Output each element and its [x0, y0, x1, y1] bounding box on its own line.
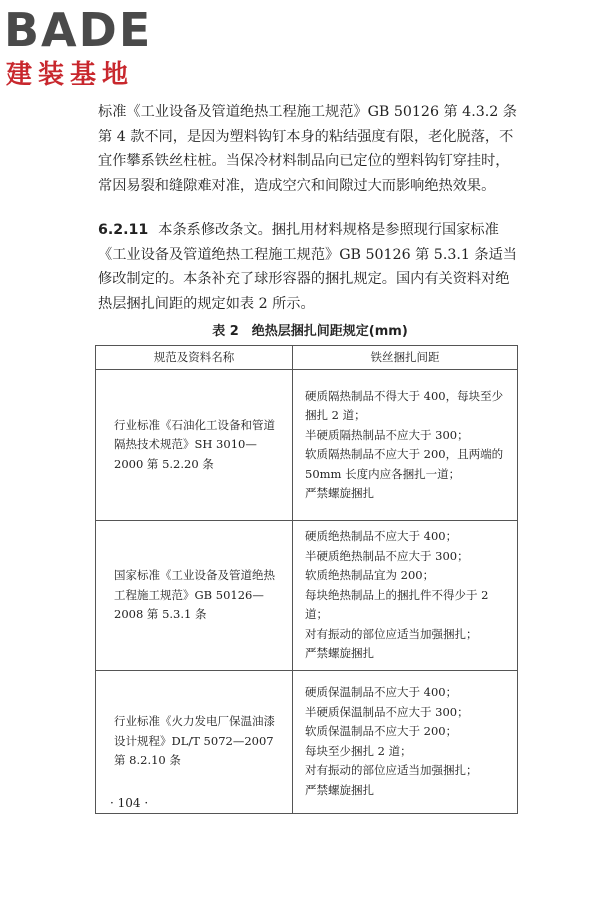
requirement-line: 严禁螺旋捆扎	[305, 646, 374, 660]
requirement-line: 严禁螺旋捆扎	[305, 486, 374, 500]
requirement-line: 对有振动的部位应适当加强捆扎；	[305, 626, 478, 641]
binding-spacing-table	[95, 345, 518, 814]
column-header-spacing: 铁丝捆扎间距	[293, 346, 518, 370]
logo-text-en: BADE	[4, 3, 153, 57]
row-requirements	[293, 521, 518, 671]
paragraph-continuation: 标准《工业设备及管道绝热工程施工规范》GB 50126 第 4.3.2 条第 4 款不同，是因为塑料钩钉本身的粘结强度有限，老化脱落，不宜作攀系铁丝柱桩。当保冷材料制品向已定位的塑料钩钉穿挂时，常因易裂和缝隙难对准，造成空穴和间隙过大而影响绝热效果。	[98, 104, 517, 194]
row-source: 行业标准《石油化工设备和管道隔热技术规范》SH 3010—2000 第 5.2.20 条	[96, 370, 293, 521]
requirement-line: 对有振动的部位应适当加强捆扎；	[305, 763, 478, 777]
clause-number: 6.2.11	[98, 222, 149, 238]
requirement-line: 硬质保温制品不应大于 400；	[305, 685, 458, 699]
requirement-line: 硬质绝热制品不应大于 400；	[305, 529, 458, 543]
requirement-line: 每块绝热制品上的捆扎件不得少于 2 道；	[305, 587, 489, 621]
row-requirements	[293, 370, 518, 521]
table-row	[96, 670, 518, 813]
requirement-line: 硬质隔热制品不得大于 400，每块至少捆扎 2 道；	[305, 388, 504, 422]
table-title: 表 2 绝热层捆扎间距规定(mm)	[212, 324, 408, 339]
clause-text: 本条系修改条文。捆扎用材料规格是参照现行国家标准《工业设备及管道绝热工程施工规范》GB 50126 第 5.3.1 条适当修改制定的。本条补充了球形容器的捆扎规定。国内有关资料对绝热层捆扎间距的规定如表 2 所示。	[98, 222, 517, 312]
table-row	[96, 370, 518, 521]
page-number: · 104 ·	[110, 796, 149, 810]
requirement-line: 软质隔热制品不应大于 200，且两端的 50mm 长度内应各捆扎一道；	[305, 447, 504, 481]
requirement-line: 严禁螺旋捆扎	[305, 782, 374, 797]
paragraph-clause-6-2-11	[98, 218, 522, 316]
brand-logo	[4, 3, 184, 96]
row-source: 行业标准《火力发电厂保温油漆设计规程》DL/T 5072—2007 第 8.2.10 条	[96, 670, 293, 813]
column-header-source: 规范及资料名称	[96, 346, 293, 370]
requirement-line: 软质绝热制品宜为 200；	[305, 568, 435, 582]
requirement-line: 半硬质绝热制品不应大于 300；	[305, 548, 469, 563]
row-requirements	[293, 670, 518, 813]
requirement-line: 半硬质隔热制品不应大于 300；	[305, 427, 469, 442]
logo-text-cn: 建装基地	[6, 60, 135, 90]
table-row	[96, 521, 518, 671]
requirement-line: 半硬质保温制品不应大于 300；	[305, 704, 469, 719]
requirement-line: 软质保温制品不应大于 200；	[305, 724, 458, 738]
row-source: 国家标准《工业设备及管道绝热工程施工规范》GB 50126—2008 第 5.3.1 条	[96, 521, 293, 671]
table-header-row	[96, 346, 518, 370]
requirement-line: 每块至少捆扎 2 道；	[305, 743, 412, 758]
